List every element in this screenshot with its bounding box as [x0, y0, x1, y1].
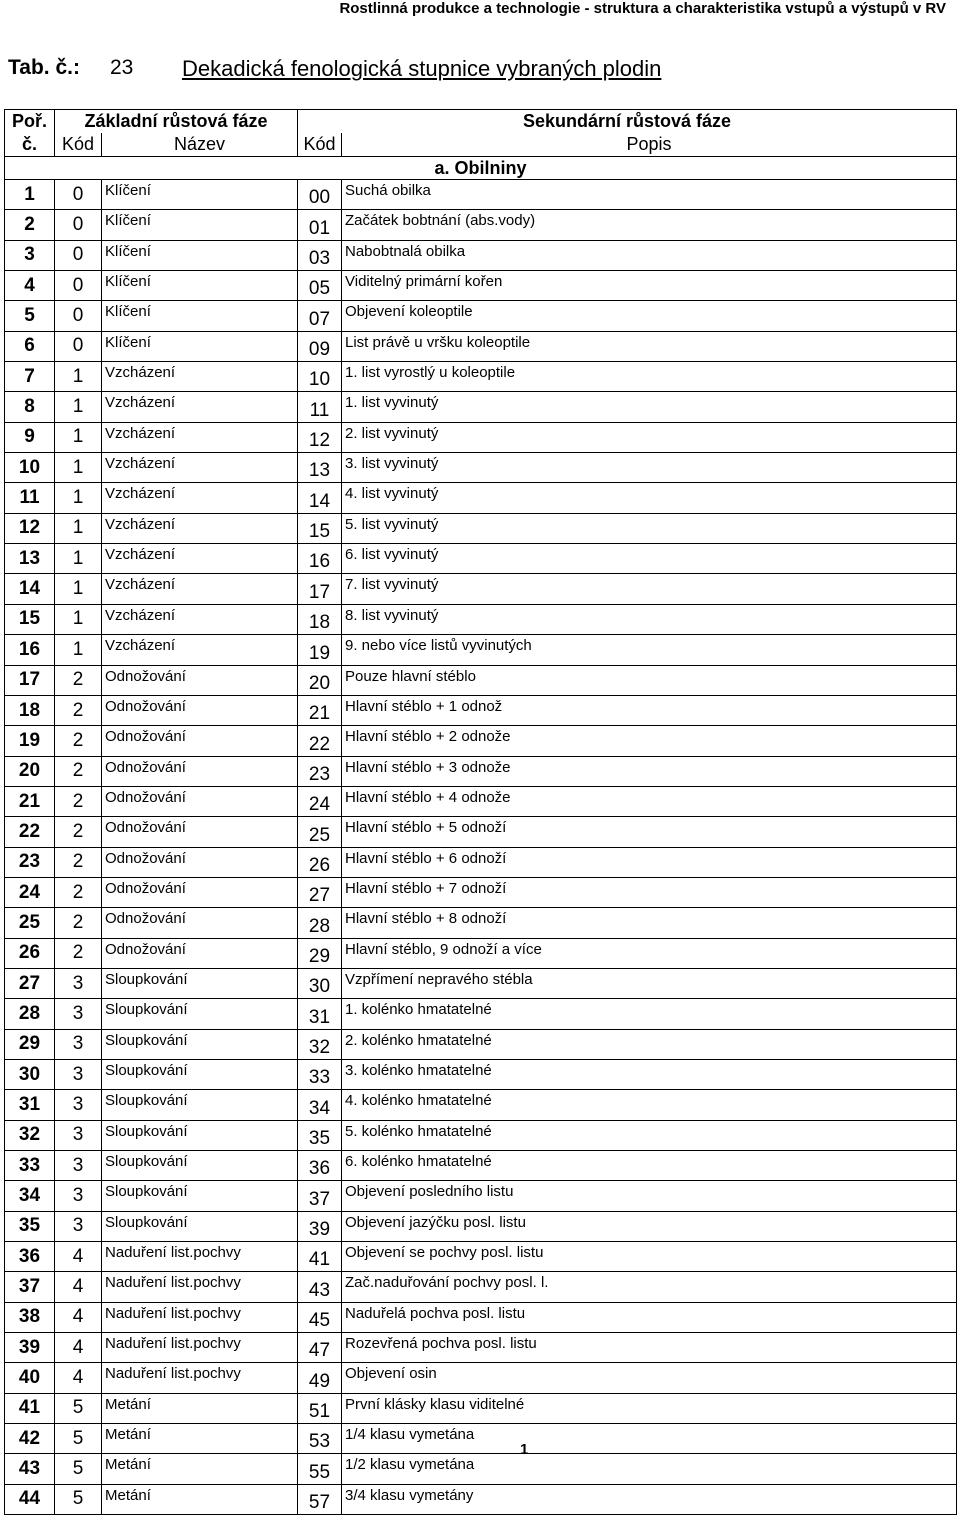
row-nazev: Odnožování [102, 908, 298, 938]
row-kod: 2 [55, 665, 102, 695]
row-popis: 1. kolénko hmatatelné [342, 999, 957, 1029]
table-row [5, 1393, 957, 1423]
row-kod: 4 [55, 1242, 102, 1272]
row-popis: 6. list vyvinutý [342, 544, 957, 574]
row-kod: 2 [55, 938, 102, 968]
row-kod2: 35 [298, 1120, 342, 1150]
row-nazev: Sloupkování [102, 1181, 298, 1211]
row-poradi: 21 [5, 786, 55, 816]
table-row [5, 210, 957, 240]
row-kod2: 15 [298, 513, 342, 543]
row-kod: 4 [55, 1363, 102, 1393]
row-popis: Hlavní stéblo + 3 odnože [342, 756, 957, 786]
table-row [5, 847, 957, 877]
row-kod: 0 [55, 180, 102, 210]
row-nazev: Odnožování [102, 726, 298, 756]
row-nazev: Odnožování [102, 847, 298, 877]
row-popis: Suchá obilka [342, 180, 957, 210]
header-zakladni: Základní růstová fáze [55, 110, 298, 134]
row-kod2: 45 [298, 1302, 342, 1332]
table-row [5, 1151, 957, 1181]
row-popis: 9. nebo více listů vyvinutých [342, 635, 957, 665]
row-poradi: 29 [5, 1029, 55, 1059]
row-nazev: Vzcházení [102, 604, 298, 634]
row-kod: 1 [55, 483, 102, 513]
row-kod: 3 [55, 999, 102, 1029]
row-kod2: 19 [298, 635, 342, 665]
row-popis: 6. kolénko hmatatelné [342, 1151, 957, 1181]
row-nazev: Sloupkování [102, 1029, 298, 1059]
row-kod: 2 [55, 695, 102, 725]
row-kod2: 10 [298, 362, 342, 392]
row-kod2: 13 [298, 453, 342, 483]
row-kod: 1 [55, 453, 102, 483]
row-kod: 0 [55, 240, 102, 270]
row-nazev: Naduření list.pochvy [102, 1242, 298, 1272]
row-kod: 3 [55, 1120, 102, 1150]
row-poradi: 9 [5, 422, 55, 452]
row-poradi: 7 [5, 362, 55, 392]
row-kod2: 11 [298, 392, 342, 422]
row-poradi: 4 [5, 271, 55, 301]
row-poradi: 38 [5, 1302, 55, 1332]
row-kod2: 41 [298, 1242, 342, 1272]
row-kod: 2 [55, 908, 102, 938]
row-kod2: 51 [298, 1393, 342, 1423]
row-kod2: 34 [298, 1090, 342, 1120]
row-kod: 2 [55, 847, 102, 877]
row-kod2: 32 [298, 1029, 342, 1059]
table-row [5, 1302, 957, 1332]
row-nazev: Vzcházení [102, 422, 298, 452]
row-kod2: 36 [298, 1151, 342, 1181]
row-kod2: 16 [298, 544, 342, 574]
header-kod2: Kód [298, 133, 342, 157]
table-row [5, 483, 957, 513]
row-kod2: 30 [298, 968, 342, 998]
row-poradi: 14 [5, 574, 55, 604]
row-poradi: 32 [5, 1120, 55, 1150]
row-poradi: 17 [5, 665, 55, 695]
table-row [5, 1181, 957, 1211]
row-popis: 1. list vyvinutý [342, 392, 957, 422]
row-nazev: Odnožování [102, 665, 298, 695]
row-nazev: Sloupkování [102, 1151, 298, 1181]
row-nazev: Metání [102, 1484, 298, 1514]
table-row [5, 635, 957, 665]
row-poradi: 39 [5, 1333, 55, 1363]
table-row [5, 665, 957, 695]
row-popis: Hlavní stéblo + 8 odnoží [342, 908, 957, 938]
row-nazev: Odnožování [102, 938, 298, 968]
row-nazev: Odnožování [102, 877, 298, 907]
row-nazev: Sloupkování [102, 968, 298, 998]
row-poradi: 16 [5, 635, 55, 665]
row-kod2: 23 [298, 756, 342, 786]
row-nazev: Klíčení [102, 271, 298, 301]
table-row [5, 1090, 957, 1120]
row-nazev: Sloupkování [102, 1059, 298, 1089]
row-kod2: 09 [298, 331, 342, 361]
row-kod2: 14 [298, 483, 342, 513]
row-kod: 1 [55, 513, 102, 543]
header-nazev: Název [102, 133, 298, 157]
row-nazev: Naduření list.pochvy [102, 1302, 298, 1332]
row-poradi: 3 [5, 240, 55, 270]
row-popis: Hlavní stéblo + 4 odnože [342, 786, 957, 816]
table-row [5, 1059, 957, 1089]
table-row [5, 999, 957, 1029]
row-popis: Hlavní stéblo + 6 odnoží [342, 847, 957, 877]
row-popis: Zač.naduřování pochvy posl. l. [342, 1272, 957, 1302]
row-kod2: 39 [298, 1211, 342, 1241]
row-kod2: 05 [298, 271, 342, 301]
row-nazev: Metání [102, 1424, 298, 1454]
row-kod2: 57 [298, 1484, 342, 1514]
row-popis: Objevení posledního listu [342, 1181, 957, 1211]
table-row [5, 392, 957, 422]
row-nazev: Naduření list.pochvy [102, 1333, 298, 1363]
row-kod: 1 [55, 422, 102, 452]
row-popis: 3. kolénko hmatatelné [342, 1059, 957, 1089]
row-kod: 0 [55, 271, 102, 301]
row-popis: Hlavní stéblo + 5 odnoží [342, 817, 957, 847]
row-nazev: Klíčení [102, 240, 298, 270]
row-popis: List právě u vršku koleoptile [342, 331, 957, 361]
row-popis: 1/2 klasu vymetána [342, 1454, 957, 1484]
row-poradi: 27 [5, 968, 55, 998]
row-kod: 1 [55, 604, 102, 634]
header-por-line2: č. [5, 133, 55, 157]
row-kod2: 17 [298, 574, 342, 604]
row-popis: 5. kolénko hmatatelné [342, 1120, 957, 1150]
row-nazev: Odnožování [102, 756, 298, 786]
row-kod2: 53 [298, 1424, 342, 1454]
row-kod2: 01 [298, 210, 342, 240]
row-poradi: 23 [5, 847, 55, 877]
table-row [5, 240, 957, 270]
row-nazev: Vzcházení [102, 362, 298, 392]
row-nazev: Vzcházení [102, 513, 298, 543]
row-nazev: Metání [102, 1393, 298, 1423]
row-kod2: 22 [298, 726, 342, 756]
row-nazev: Vzcházení [102, 635, 298, 665]
table-row [5, 180, 957, 210]
row-popis: První klásky klasu viditelné [342, 1393, 957, 1423]
header-kod: Kód [55, 133, 102, 157]
row-nazev: Vzcházení [102, 453, 298, 483]
row-popis: Hlavní stéblo + 2 odnože [342, 726, 957, 756]
row-poradi: 35 [5, 1211, 55, 1241]
row-popis: Vzpřímení nepravého stébla [342, 968, 957, 998]
row-kod2: 49 [298, 1363, 342, 1393]
row-nazev: Odnožování [102, 695, 298, 725]
row-nazev: Vzcházení [102, 483, 298, 513]
row-nazev: Sloupkování [102, 999, 298, 1029]
row-poradi: 5 [5, 301, 55, 331]
row-popis: Hlavní stéblo, 9 odnoží a více [342, 938, 957, 968]
header-sekundarni: Sekundární růstová fáze [298, 110, 957, 134]
row-kod2: 43 [298, 1272, 342, 1302]
running-header: Rostlinná produkce a technologie - struktura a charakteristika vstupů a výstupů v RV [339, 0, 946, 17]
table-row [5, 1484, 957, 1514]
row-kod2: 33 [298, 1059, 342, 1089]
row-kod2: 12 [298, 422, 342, 452]
row-nazev: Vzcházení [102, 544, 298, 574]
header-row-1 [5, 110, 957, 134]
row-nazev: Naduření list.pochvy [102, 1272, 298, 1302]
table-row [5, 726, 957, 756]
row-kod: 0 [55, 301, 102, 331]
row-poradi: 2 [5, 210, 55, 240]
table-row [5, 817, 957, 847]
row-kod: 0 [55, 210, 102, 240]
row-poradi: 44 [5, 1484, 55, 1514]
table-row [5, 695, 957, 725]
row-popis: 7. list vyvinutý [342, 574, 957, 604]
row-popis: Hlavní stéblo + 7 odnoží [342, 877, 957, 907]
table-row [5, 574, 957, 604]
phenology-table [4, 109, 957, 1515]
table-row [5, 1333, 957, 1363]
row-kod2: 21 [298, 695, 342, 725]
row-nazev: Metání [102, 1454, 298, 1484]
row-poradi: 15 [5, 604, 55, 634]
row-poradi: 8 [5, 392, 55, 422]
row-nazev: Klíčení [102, 301, 298, 331]
row-kod: 2 [55, 756, 102, 786]
row-kod: 2 [55, 817, 102, 847]
table-row [5, 1029, 957, 1059]
header-row-2 [5, 133, 957, 157]
row-kod: 3 [55, 1059, 102, 1089]
row-kod2: 28 [298, 908, 342, 938]
table-label: Tab. č.: [8, 56, 80, 79]
table-row [5, 1272, 957, 1302]
row-nazev: Vzcházení [102, 392, 298, 422]
row-kod2: 00 [298, 180, 342, 210]
row-kod2: 26 [298, 847, 342, 877]
row-popis: Objevení osin [342, 1363, 957, 1393]
row-poradi: 19 [5, 726, 55, 756]
table-row [5, 1211, 957, 1241]
row-poradi: 40 [5, 1363, 55, 1393]
row-kod2: 03 [298, 240, 342, 270]
table-row [5, 1242, 957, 1272]
row-kod: 4 [55, 1333, 102, 1363]
row-popis: 5. list vyvinutý [342, 513, 957, 543]
table-row [5, 1120, 957, 1150]
row-popis: Nabobtnalá obilka [342, 240, 957, 270]
row-poradi: 43 [5, 1454, 55, 1484]
row-kod: 3 [55, 1181, 102, 1211]
section-row [5, 157, 957, 180]
table-row [5, 604, 957, 634]
row-poradi: 26 [5, 938, 55, 968]
row-kod: 3 [55, 1211, 102, 1241]
table-row [5, 301, 957, 331]
row-kod: 3 [55, 1090, 102, 1120]
row-poradi: 13 [5, 544, 55, 574]
row-kod: 3 [55, 1029, 102, 1059]
row-popis: 3/4 klasu vymetány [342, 1484, 957, 1514]
row-kod2: 55 [298, 1454, 342, 1484]
row-kod: 0 [55, 331, 102, 361]
row-poradi: 22 [5, 817, 55, 847]
page-number: 1 [520, 1441, 529, 1458]
row-popis: Začátek bobtnání (abs.vody) [342, 210, 957, 240]
row-nazev: Odnožování [102, 786, 298, 816]
row-popis: 4. list vyvinutý [342, 483, 957, 513]
row-popis: Viditelný primární kořen [342, 271, 957, 301]
row-kod: 2 [55, 726, 102, 756]
row-popis: Pouze hlavní stéblo [342, 665, 957, 695]
row-kod: 1 [55, 362, 102, 392]
row-nazev: Sloupkování [102, 1120, 298, 1150]
row-kod: 3 [55, 1151, 102, 1181]
row-popis: 2. kolénko hmatatelné [342, 1029, 957, 1059]
row-popis: Hlavní stéblo + 1 odnož [342, 695, 957, 725]
row-poradi: 30 [5, 1059, 55, 1089]
row-kod: 1 [55, 635, 102, 665]
table-row [5, 513, 957, 543]
row-kod: 4 [55, 1302, 102, 1332]
row-kod: 1 [55, 392, 102, 422]
row-kod: 2 [55, 786, 102, 816]
row-kod2: 18 [298, 604, 342, 634]
row-poradi: 42 [5, 1424, 55, 1454]
row-popis: 1. list vyrostlý u koleoptile [342, 362, 957, 392]
row-kod2: 29 [298, 938, 342, 968]
row-poradi: 31 [5, 1090, 55, 1120]
row-kod: 5 [55, 1424, 102, 1454]
row-kod2: 25 [298, 817, 342, 847]
row-nazev: Vzcházení [102, 574, 298, 604]
row-poradi: 20 [5, 756, 55, 786]
row-popis: Objevení koleoptile [342, 301, 957, 331]
table-row [5, 362, 957, 392]
row-poradi: 37 [5, 1272, 55, 1302]
row-kod: 5 [55, 1393, 102, 1423]
row-kod: 4 [55, 1272, 102, 1302]
row-nazev: Sloupkování [102, 1090, 298, 1120]
row-kod2: 37 [298, 1181, 342, 1211]
row-poradi: 36 [5, 1242, 55, 1272]
table-number: 23 [110, 56, 134, 79]
row-popis: 4. kolénko hmatatelné [342, 1090, 957, 1120]
row-kod: 2 [55, 877, 102, 907]
row-popis: Naduřelá pochva posl. listu [342, 1302, 957, 1332]
section-title: a. Obilniny [5, 157, 957, 180]
row-nazev: Klíčení [102, 331, 298, 361]
row-kod: 3 [55, 968, 102, 998]
row-poradi: 41 [5, 1393, 55, 1423]
row-popis: Rozevřená pochva posl. listu [342, 1333, 957, 1363]
row-popis: 3. list vyvinutý [342, 453, 957, 483]
table-row [5, 968, 957, 998]
row-kod2: 31 [298, 999, 342, 1029]
table-row [5, 938, 957, 968]
table-row [5, 331, 957, 361]
row-poradi: 6 [5, 331, 55, 361]
row-nazev: Sloupkování [102, 1211, 298, 1241]
row-poradi: 25 [5, 908, 55, 938]
row-poradi: 10 [5, 453, 55, 483]
row-nazev: Klíčení [102, 210, 298, 240]
row-nazev: Klíčení [102, 180, 298, 210]
row-popis: 8. list vyvinutý [342, 604, 957, 634]
row-kod2: 24 [298, 786, 342, 816]
table-row [5, 453, 957, 483]
row-kod: 5 [55, 1454, 102, 1484]
row-poradi: 1 [5, 180, 55, 210]
table-row [5, 422, 957, 452]
header-por-line1: Poř. [5, 110, 55, 134]
row-kod: 1 [55, 544, 102, 574]
table-row [5, 756, 957, 786]
row-popis: Objevení se pochvy posl. listu [342, 1242, 957, 1272]
row-kod: 5 [55, 1484, 102, 1514]
row-poradi: 33 [5, 1151, 55, 1181]
table-title: Dekadická fenologická stupnice vybraných plodin [182, 56, 662, 81]
table-row [5, 877, 957, 907]
table-row [5, 1454, 957, 1484]
row-popis: 1/4 klasu vymetána [342, 1424, 957, 1454]
row-popis: Objevení jazýčku posl. listu [342, 1211, 957, 1241]
row-poradi: 34 [5, 1181, 55, 1211]
row-poradi: 11 [5, 483, 55, 513]
row-poradi: 28 [5, 999, 55, 1029]
row-nazev: Naduření list.pochvy [102, 1363, 298, 1393]
row-kod2: 07 [298, 301, 342, 331]
table-row [5, 1424, 957, 1454]
row-kod: 1 [55, 574, 102, 604]
table-row [5, 544, 957, 574]
row-poradi: 18 [5, 695, 55, 725]
table-row [5, 908, 957, 938]
row-poradi: 24 [5, 877, 55, 907]
table-row [5, 1363, 957, 1393]
row-nazev: Odnožování [102, 817, 298, 847]
table-row [5, 271, 957, 301]
row-popis: 2. list vyvinutý [342, 422, 957, 452]
header-popis: Popis [342, 133, 957, 157]
table-row [5, 786, 957, 816]
row-poradi: 12 [5, 513, 55, 543]
row-kod2: 47 [298, 1333, 342, 1363]
row-kod2: 27 [298, 877, 342, 907]
row-kod2: 20 [298, 665, 342, 695]
